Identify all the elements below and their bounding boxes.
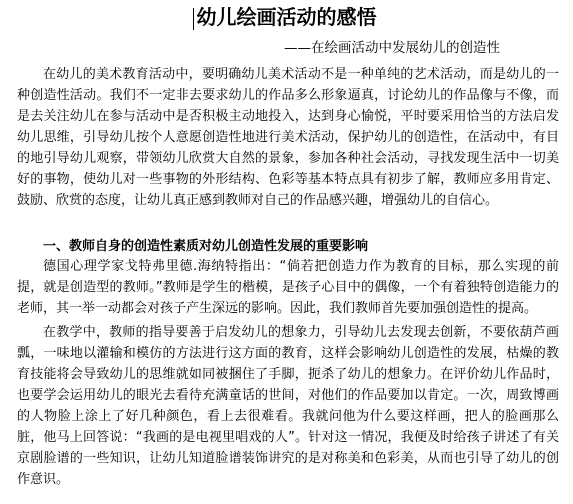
text-cursor <box>193 8 194 30</box>
section-paragraph: 在教学中，教师的指导要善于启发幼儿的想象力，引导幼儿去发现去创新，不要依葫芦画瓢，一味地以灌输和模仿的方法进行这方面的教育，这样会影响幼儿创造性的发展，枯燥的教育技能将会导致幼儿的思维就如同被捆住了手脚，扼杀了幼儿的想象力。在评价幼儿作品时，也要学会运用幼儿的眼光去看待充满童话的世间，对他们的作品要加以肯定。一次，周致博画的人物脸上涂上了好几种颜色，看上去很难看。我就问他为什么要这样画，把人的脸画那么脏，他马上回答说：“我画的是电视里唱戏的人”。针对这一情况，我便及时给孩子讲述了有关京剧脸谱的一些知识，让幼儿知道脸谱装饰讲究的是对称美和色彩美，从而也引导了幼儿的创作意识。 <box>17 325 559 487</box>
document-title: 幼儿绘画活动的感悟 <box>196 5 377 29</box>
section-heading: 一、教师自身的创造性素质对幼儿创造性发展的重要影响 <box>43 239 369 254</box>
intro-paragraph: 在幼儿的美术教育活动中，要明确幼儿美术活动不是一种单纯的艺术活动，而是幼儿的一种创造性活动。我们不一定非去要求幼儿的作品多么形象逼真，讨论幼儿的作品像与不像，而是去关注幼儿在参与活动中是否积极主动地投入，达到身心愉悦，平时要采用恰当的方法启发幼儿思维，引导幼儿按个人意愿创造性地进行美术活动，保护幼儿的创造性，在活动中，有目的地引导幼儿观察，带领幼儿欣赏大自然的景象，参加各种社会活动，寻找发现生活中一切美好的事物，使幼儿对一些事物的外形结构、色彩等基本特点具有初步了解，教师应多用肯定、鼓励、欣赏的态度，让幼儿真正感到教师对自己的作品感兴趣，增强幼儿的自信心。 <box>17 67 559 208</box>
section-paragraph: 德国心理学家戈特弗里德.海纳特指出：“倘若把创造力作为教育的目标，那么实现的前提，就是创造型的教师。”教师是学生的楷模，是孩子心目中的偶像，一个有着独特创造能力的老师，其一举一动都会对孩子产生深远的影响。因此，我们教师首先要加强创造性的提高。 <box>17 259 559 316</box>
document-subtitle: ——在绘画活动中发展幼儿的创造性 <box>284 40 500 56</box>
